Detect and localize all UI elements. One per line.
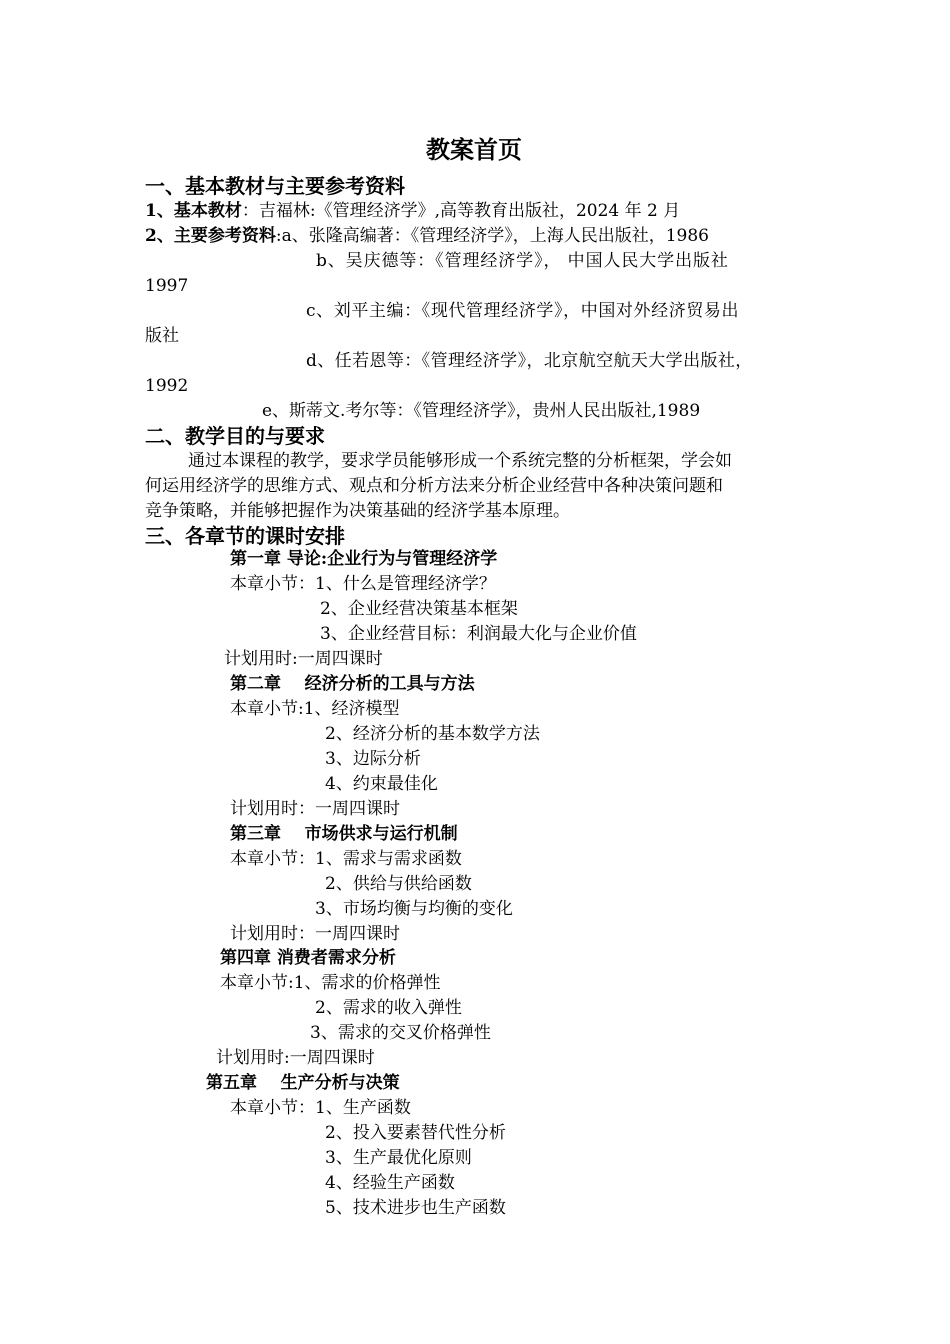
ref-c: c、刘平主编：《现代管理经济学》，中国对外经济贸易出 (306, 301, 740, 321)
chapter-5-item-3: 3、生产最优化原则 (325, 1148, 472, 1168)
textbook-label: 1、基本教材 (145, 201, 242, 221)
section-heading-materials: 一、基本教材与主要参考资料 (145, 174, 405, 198)
ref-c-cont: 版社 (145, 326, 179, 346)
chapter-5-item-1: 本章小节：1、生产函数 (230, 1098, 411, 1118)
chapter-1-item-3: 3、企业经营目标：利润最大化与企业价值 (320, 624, 637, 644)
chapter-5-item-5: 5、技术进步也生产函数 (325, 1198, 506, 1218)
textbook-value: ：吉福林:《管理经济学》,高等教育出版社，2024 年 2 月 (241, 201, 681, 221)
textbook-line (145, 199, 680, 224)
refs-line-a (145, 224, 709, 249)
chapter-3-item-2: 2、供给与供给函数 (325, 874, 472, 894)
chapter-2-item-4: 4、约束最佳化 (325, 774, 438, 794)
chapter-1-plan: 计划用时:一周四课时 (224, 649, 383, 669)
chapter-4-item-2: 2、需求的收入弹性 (315, 998, 462, 1018)
page-title: 教案首页 (426, 135, 522, 164)
ref-b: b、吴庆德等：《管理经济学》， 中国人民大学出版社 (316, 251, 729, 271)
objectives-line-3: 竞争策略，并能够把握作为决策基础的经济学基本原理。 (145, 501, 570, 521)
chapter-2-item-2: 2、经济分析的基本数学方法 (325, 724, 540, 744)
refs-label: 2、主要参考资料 (145, 226, 276, 246)
ref-e: e、斯蒂文.考尔等：《管理经济学》，贵州人民出版社,1989 (262, 401, 701, 421)
ref-b-cont: 1997 (145, 276, 189, 296)
chapter-3-plan: 计划用时：一周四课时 (230, 924, 400, 944)
chapter-5-item-2: 2、投入要素替代性分析 (325, 1123, 506, 1143)
ref-a: :a、张隆高编著：《管理经济学》，上海人民出版社，1986 (275, 226, 709, 246)
chapter-4-item-1: 本章小节:1、需求的价格弹性 (220, 973, 441, 993)
chapter-5-title: 第五章 生产分析与决策 (206, 1073, 400, 1093)
section-heading-objectives: 二、教学目的与要求 (145, 424, 325, 448)
chapter-3-item-3: 3、市场均衡与均衡的变化 (315, 899, 513, 919)
chapter-2-item-1: 本章小节:1、经济模型 (230, 699, 400, 719)
chapter-4-plan: 计划用时:一周四课时 (216, 1048, 375, 1068)
chapter-1-title: 第一章 导论:企业行为与管理经济学 (230, 549, 498, 569)
objectives-line-2: 何运用经济学的思维方式、观点和分析方法来分析企业经营中各种决策问题和 (145, 476, 723, 496)
chapter-4-title: 第四章 消费者需求分析 (220, 948, 396, 968)
chapter-2-title: 第二章 经济分析的工具与方法 (230, 674, 475, 694)
chapter-2-item-3: 3、边际分析 (325, 749, 421, 769)
ref-d: d、任若恩等：《管理经济学》，北京航空航天大学出版社， (306, 351, 753, 371)
chapter-2-plan: 计划用时：一周四课时 (230, 799, 400, 819)
chapter-3-title: 第三章 市场供求与运行机制 (230, 824, 458, 844)
ref-d-cont: 1992 (145, 376, 189, 396)
chapter-3-item-1: 本章小节：1、需求与需求函数 (230, 849, 462, 869)
section-heading-schedule: 三、各章节的课时安排 (145, 524, 345, 548)
chapter-4-item-3: 3、需求的交叉价格弹性 (310, 1023, 491, 1043)
objectives-line-1: 通过本课程的教学，要求学员能够形成一个系统完整的分析框架，学会如 (188, 451, 732, 471)
chapter-1-item-2: 2、企业经营决策基本框架 (320, 599, 518, 619)
chapter-5-item-4: 4、经验生产函数 (325, 1173, 455, 1193)
chapter-1-item-1: 本章小节：1、什么是管理经济学？ (230, 574, 496, 594)
